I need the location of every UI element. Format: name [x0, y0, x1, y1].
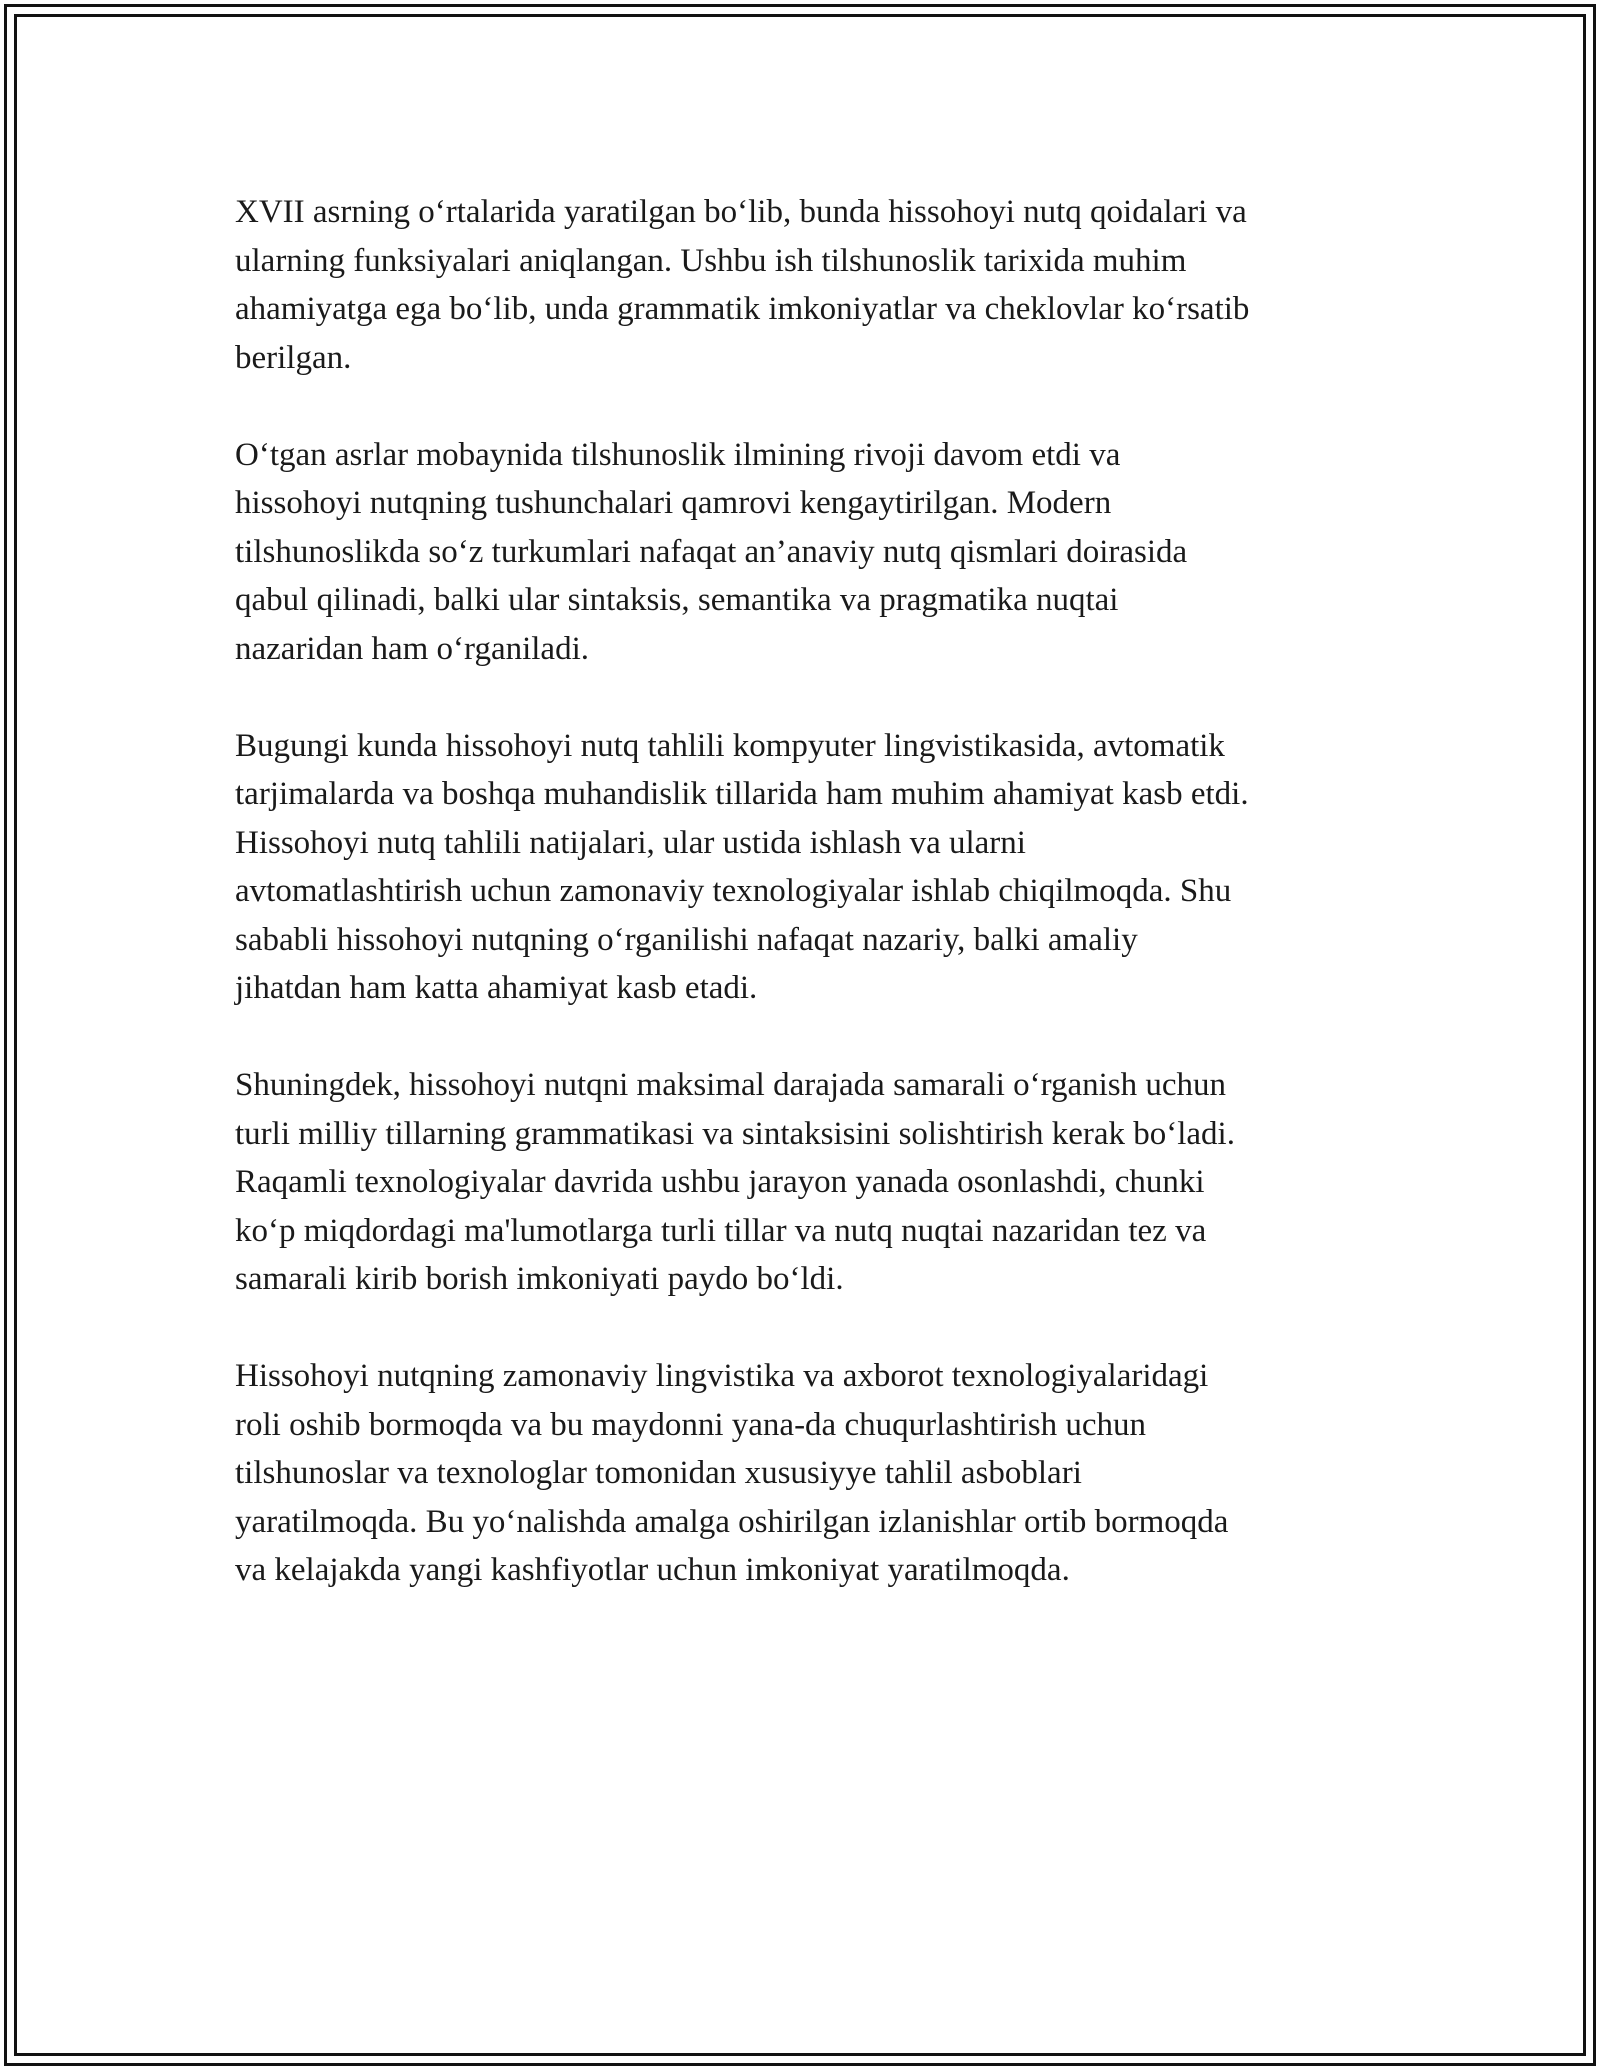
paragraph-1: XVII asrning o‘rtalarida yaratilgan bo‘lib, bunda hissohoyi nutq qoidalari va ularning funksiyalari aniqlangan. Ushbu ish tilshunoslik tarixida muhim ahamiyatga ega bo‘lib, unda grammatik imkoniyatlar va cheklovlar ko‘rsatib berilgan. — [235, 194, 1250, 376]
document-body — [235, 188, 1375, 1643]
paragraph-5: Hissohoyi nutqning zamonaviy lingvistika va axborot texnologiyalaridagi roli oshib bormoqda va bu maydonni yana-da chuqurlashtirish uchun tilshunoslar va texnologlar tomonidan xususiyye tahlil asboblari yaratilmoqda. Bu yo‘nalishda amalga oshirilgan izlanishlar ortib bormoqda va kelajakda yangi kashfiyotlar uchun imkoniyat yaratilmoqda. — [235, 1358, 1229, 1588]
paragraph-3: Bugungi kunda hissohoyi nutq tahlili kompyuter lingvistikasida, avtomatik tarjimalarda va boshqa muhandislik tillarida ham muhim ahamiyat kasb etdi. Hissohoyi nutq tahlili natijalari, ular ustida ishlash va ularni avtomatlashtirish uchun zamonaviy texnologiyalar ishlab chiqilmoqda. Shu sababli hissohoyi nutqning o‘rganilishi nafaqat nazariy, balki amaliy jihatdan ham katta ahamiyat kasb etadi. — [235, 727, 1249, 1006]
paragraph-2: O‘tgan asrlar mobaynida tilshunoslik ilmining rivoji davom etdi va hissohoyi nutqning tushunchalari qamrovi kengaytirilgan. Modern tilshunoslikda so‘z turkumlari nafaqat an’anaviy nutq qismlari doirasida qabul qilinadi, balki ular sintaksis, semantika va pragmatika nuqtai nazaridan ham o‘rganiladi. — [235, 436, 1188, 667]
paragraph-4: Shuningdek, hissohoyi nutqni maksimal darajada samarali o‘rganish uchun turli milliy tillarning grammatikasi va sintaksisini solishtirish kerak bo‘ladi. Raqamli texnologiyalar davrida ushbu jarayon yanada osonlashdi, chunki ko‘p miqdordagi ma'lumotlarga turli tillar va nutq nuqtai nazaridan tez va samarali kirib borish imkoniyati paydo bo‘ldi. — [235, 1067, 1235, 1297]
